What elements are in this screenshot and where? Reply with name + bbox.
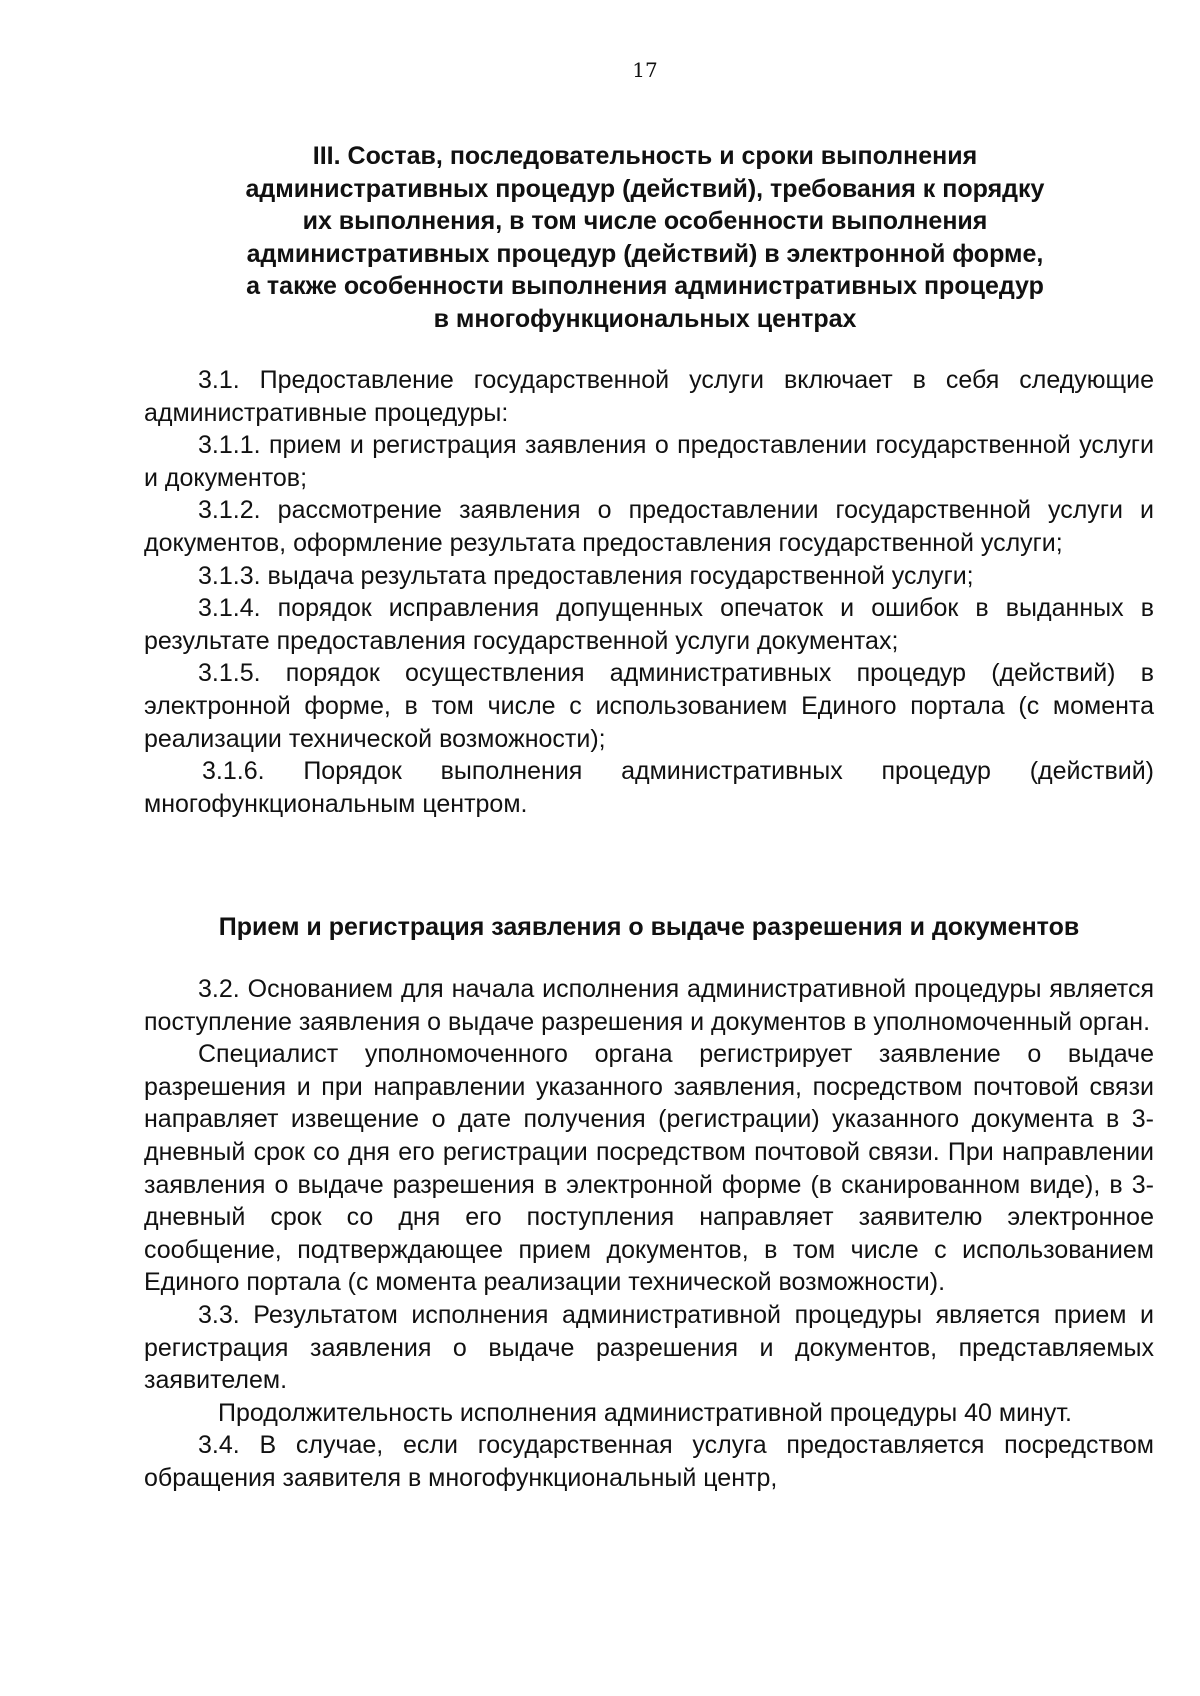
section-heading-line: III. Состав, последовательность и сроки выполнения [312,142,978,170]
paragraph-3-3: 3.3. Результатом исполнения административной процедуры является прием и регистрация заявления о выдаче разрешения и документов, представляемых заявителем. [144,1300,1154,1395]
section-heading-line: в многофункциональных центрах [433,304,857,333]
paragraph-3-1-6: 3.1.6. Порядок выполнения административных процедур (действий) многофункциональным центром. [144,757,1154,818]
paragraph-3-4: 3.4. В случае, если государственная услуга предоставляется посредством обращения заявителя в многофункциональный центр, [144,1431,1154,1492]
section-heading-line: а также особенности выполнения административных процедур [246,272,1044,300]
page-number: 17 [632,58,658,82]
reception-section [144,973,1154,1495]
paragraph-3-1: 3.1. Предоставление государственной услуги включает в себя следующие административные процедуры: [144,366,1154,427]
subsection-heading: Прием и регистрация заявления о выдаче разрешения и документов [218,913,1080,941]
section-heading [130,140,1160,335]
paragraph-3-1-1: 3.1.1. прием и регистрация заявления о предоставлении государственной услуги и документов; [144,431,1154,492]
paragraph-3-2: 3.2. Основанием для начала исполнения административной процедуры является поступление заявления о выдаче разрешения и документов в уполномоченный орган. [144,975,1154,1036]
section-heading-line: административных процедур (действий) в электронной форме, [246,239,1044,268]
procedures-list [144,364,1154,820]
paragraph-3-1-5: 3.1.5. порядок осуществления административных процедур (действий) в электронной форме, в том числе с использованием Единого портала (с момента реализации технической возможности); [144,659,1154,753]
section-heading-line: административных процедур (действий), требования к порядку [245,174,1045,203]
paragraph-3-1-4: 3.1.4. порядок исправления допущенных опечаток и ошибок в выданных в результате предоставления государственной услуги документах; [144,594,1154,655]
paragraph-duration: Продолжительность исполнения административной процедуры 40 минут. [218,1398,1072,1427]
paragraph-specialist: Специалист уполномоченного органа регистрирует заявление о выдаче разрешения и при направлении указанного заявления, посредством почтовой связи направляет извещение о дате получения (регистрации) указанного документа в 3-дневный срок со дня его регистрации посредством почтовой связи. При направлении заявления о выдаче разрешения в электронной форме (в сканированном виде), в 3-дневный срок со дня его поступления направляет заявителю электронное сообщение, подтверждающее прием документов, в том числе с использованием Единого портала (с момента реализации технической возможности). [144,1040,1154,1297]
paragraph-3-1-2: 3.1.2. рассмотрение заявления о предоставлении государственной услуги и документов, оформление результата предоставления государственной услуги; [144,496,1154,557]
section-heading-line: их выполнения, в том числе особенности выполнения [302,207,988,235]
paragraph-3-1-3: 3.1.3. выдача результата предоставления государственной услуги; [198,561,974,590]
